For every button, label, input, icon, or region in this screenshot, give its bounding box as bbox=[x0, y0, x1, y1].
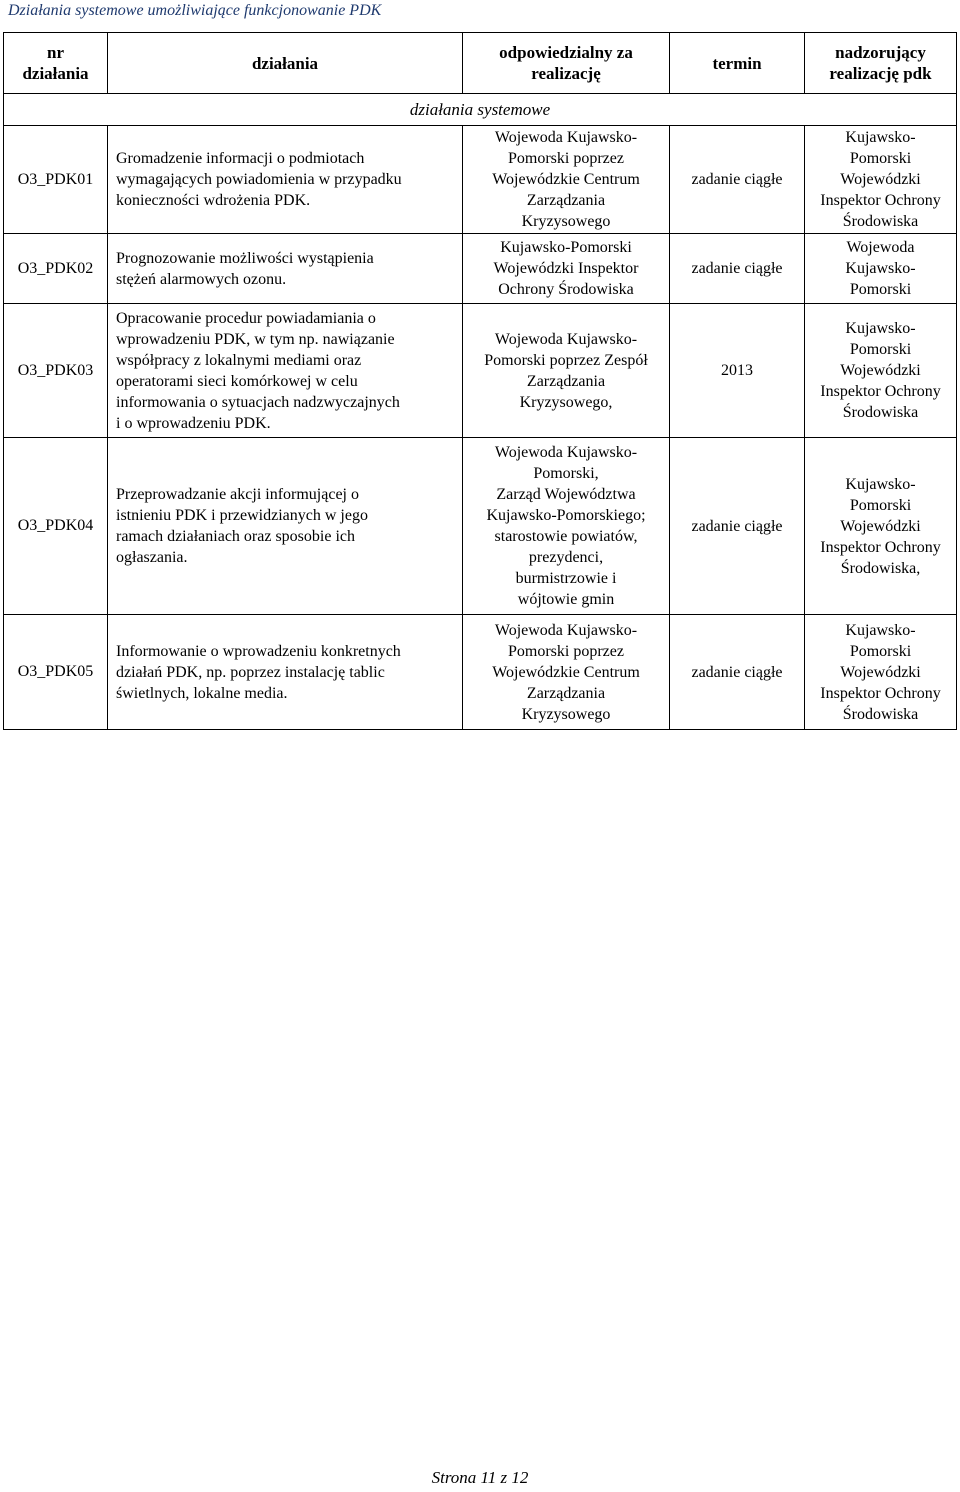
col-header-nr: nr działania bbox=[4, 33, 108, 94]
row-term: zadanie ciągłe bbox=[670, 126, 805, 234]
row-term: 2013 bbox=[670, 304, 805, 438]
row-action: Prognozowanie możliwości wystąpienia stężeń alarmowych ozonu. bbox=[108, 234, 463, 304]
row-responsible: Wojewoda Kujawsko- Pomorski poprzez Wojewódzkie Centrum Zarządzania Kryzysowego bbox=[463, 126, 670, 234]
actions-table bbox=[3, 32, 957, 730]
row-responsible: Wojewoda Kujawsko- Pomorski poprzez Wojewódzkie Centrum Zarządzania Kryzysowego bbox=[463, 615, 670, 730]
row-term: zadanie ciągłe bbox=[670, 438, 805, 615]
col-header-odpowiedzialny: odpowiedzialny za realizację bbox=[463, 33, 670, 94]
table-row bbox=[4, 438, 957, 615]
row-action: Opracowanie procedur powiadamiania o wprowadzeniu PDK, w tym np. nawiązanie współpracy z lokalnymi mediami oraz operatorami sieci komórkowej w celu informowania o sytuacjach nadzwyczajnych i o wprowadzeniu PDK. bbox=[108, 304, 463, 438]
row-responsible: Wojewoda Kujawsko- Pomorski poprzez Zespół Zarządzania Kryzysowego, bbox=[463, 304, 670, 438]
row-id: O3_PDK04 bbox=[4, 438, 108, 615]
section-row bbox=[4, 94, 957, 126]
row-action: Przeprowadzanie akcji informującej o istnieniu PDK i przewidzianych w jego ramach działaniach oraz sposobie ich ogłaszania. bbox=[108, 438, 463, 615]
row-supervisor: Kujawsko- Pomorski Wojewódzki Inspektor Ochrony Środowiska bbox=[805, 615, 957, 730]
col-header-termin: termin bbox=[670, 33, 805, 94]
row-supervisor: Kujawsko- Pomorski Wojewódzki Inspektor Ochrony Środowiska bbox=[805, 126, 957, 234]
row-id: O3_PDK01 bbox=[4, 126, 108, 234]
row-supervisor: Kujawsko- Pomorski Wojewódzki Inspektor Ochrony Środowiska bbox=[805, 304, 957, 438]
table-row bbox=[4, 234, 957, 304]
table-row bbox=[4, 615, 957, 730]
row-id: O3_PDK03 bbox=[4, 304, 108, 438]
row-id: O3_PDK05 bbox=[4, 615, 108, 730]
row-action: Gromadzenie informacji o podmiotach wymagających powiadomienia w przypadku konieczności wdrożenia PDK. bbox=[108, 126, 463, 234]
section-label: działania systemowe bbox=[4, 94, 957, 126]
document-header: Działania systemowe umożliwiające funkcjonowanie PDK bbox=[8, 2, 382, 19]
row-term: zadanie ciągłe bbox=[670, 615, 805, 730]
row-supervisor: Wojewoda Kujawsko- Pomorski bbox=[805, 234, 957, 304]
table-header-row bbox=[4, 33, 957, 94]
row-action: Informowanie o wprowadzeniu konkretnych działań PDK, np. poprzez instalację tablic świetlnych, lokalne media. bbox=[108, 615, 463, 730]
page-number: Strona 11 z 12 bbox=[431, 1468, 529, 1487]
col-header-nadzorujacy: nadzorujący realizację pdk bbox=[805, 33, 957, 94]
table-row bbox=[4, 126, 957, 234]
row-id: O3_PDK02 bbox=[4, 234, 108, 304]
row-term: zadanie ciągłe bbox=[670, 234, 805, 304]
row-supervisor: Kujawsko- Pomorski Wojewódzki Inspektor Ochrony Środowiska, bbox=[805, 438, 957, 615]
col-header-dzialania: działania bbox=[108, 33, 463, 94]
table-row bbox=[4, 304, 957, 438]
row-responsible: Wojewoda Kujawsko- Pomorski, Zarząd Województwa Kujawsko-Pomorskiego; starostowie powiatów, prezydenci, burmistrzowie i wójtowie gmin bbox=[463, 438, 670, 615]
row-responsible: Kujawsko-Pomorski Wojewódzki Inspektor Ochrony Środowiska bbox=[463, 234, 670, 304]
